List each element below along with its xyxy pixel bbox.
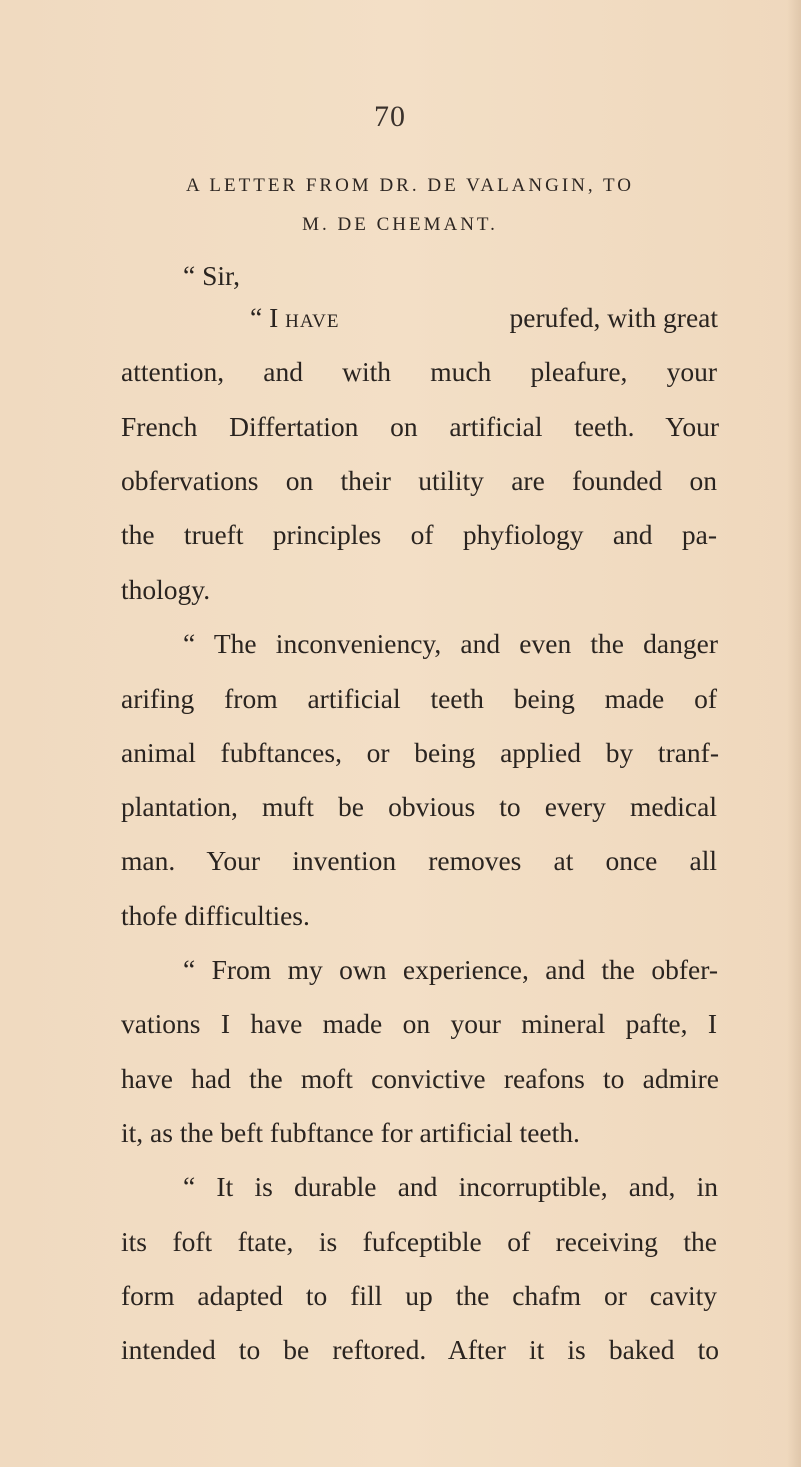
text-line: arifing from artificial teeth being made of xyxy=(121,683,717,714)
text-line: vations I have made on your mineral pafte, I xyxy=(121,1008,717,1039)
opening-smallcaps: have xyxy=(285,302,340,333)
text-line: thofe difficulties. xyxy=(121,900,310,931)
opening-rest: perufed, with great xyxy=(509,302,718,333)
text-line: “ The inconveniency, and even the danger xyxy=(183,628,718,659)
text-line: its foft ftate, is fufceptible of receiving the xyxy=(121,1226,717,1257)
text-line: form adapted to fill up the chafm or cavity xyxy=(121,1280,717,1311)
text-line: obfervations on their utility are founded on xyxy=(121,465,717,496)
letter-heading-line-2: M. DE CHEMANT. xyxy=(302,214,498,235)
text-line: have had the moft convictive reafons to admire xyxy=(121,1063,719,1094)
opening-quote: “ I xyxy=(250,302,286,333)
text-line: the trueft principles of phyfiology and pa- xyxy=(121,519,717,550)
text-line: French Differtation on artificial teeth. Your xyxy=(121,411,719,442)
page-edge-shadow xyxy=(787,0,801,1467)
text-line: “ From my own experience, and the obfer- xyxy=(183,954,718,985)
text-line: thology. xyxy=(121,574,211,605)
text-line: “ It is durable and incorruptible, and, in xyxy=(183,1171,718,1202)
text-line-opening xyxy=(250,304,718,332)
text-line: man. Your invention removes at once all xyxy=(121,845,717,876)
text-line: attention, and with much pleafure, your xyxy=(121,356,717,387)
text-line: intended to be reftored. After it is baked to xyxy=(121,1334,719,1365)
text-line: plantation, muft be obvious to every medical xyxy=(121,791,717,822)
letter-heading-line-1: A LETTER FROM DR. DE VALANGIN, TO xyxy=(185,175,635,196)
salutation: “ Sir, xyxy=(183,260,240,291)
text-line: it, as the beft fubftance for artificial teeth. xyxy=(121,1117,580,1148)
text-line: animal fubftances, or being applied by tranf- xyxy=(121,737,719,768)
opening-quote-word xyxy=(250,304,339,332)
page-number: 70 xyxy=(374,100,406,133)
